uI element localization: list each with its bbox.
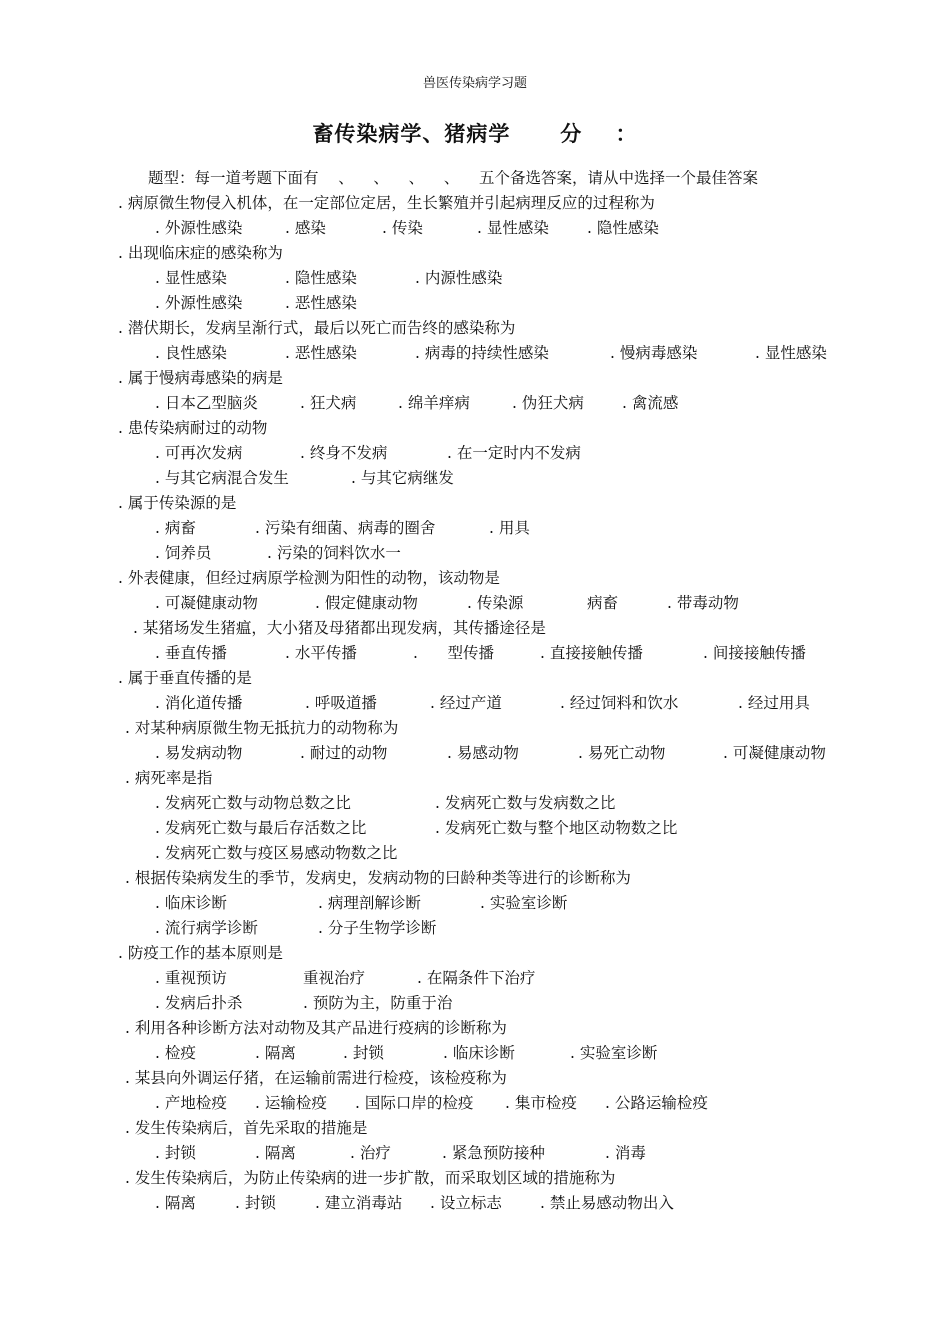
answer-option: . 发病后扑杀 bbox=[155, 994, 243, 1012]
answer-option: . 可凝健康动物 bbox=[155, 594, 258, 612]
answer-option: . 显性感染 bbox=[477, 219, 549, 237]
answer-option: . 设立标志 bbox=[430, 1194, 502, 1212]
answer-option: . 传染源 bbox=[467, 594, 524, 612]
answer-option: . 消毒 bbox=[605, 1144, 646, 1162]
answer-option: . 带毒动物 bbox=[667, 594, 739, 612]
answer-option: . 与其它病继发 bbox=[351, 469, 454, 487]
question-stem: . 外表健康，但经过病原学检测为阳性的动物，该动物是 bbox=[118, 569, 500, 587]
question-stem: . 利用各种诊断方法对动物及其产品进行疫病的诊断称为 bbox=[125, 1019, 507, 1037]
page-header: 兽医传染病学习题 bbox=[422, 76, 527, 91]
answer-option: . 流行病学诊断 bbox=[155, 919, 258, 937]
answer-option: . 经过产道 bbox=[430, 694, 502, 712]
answer-option: . 建立消毒站 bbox=[315, 1194, 403, 1212]
instruction-text: 题型：每一道考题下面有 、 、 、 、 五个备选答案，请从中选择一个最佳答案 bbox=[148, 169, 759, 187]
answer-option: . 隐性感染 bbox=[587, 219, 659, 237]
answer-option: . 显性感染 bbox=[155, 269, 227, 287]
answer-option: . 发病死亡数与疫区易感动物数之比 bbox=[155, 844, 398, 862]
answer-option: . 在隔条件下治疗 bbox=[417, 969, 536, 987]
question-stem: . 患传染病耐过的动物 bbox=[118, 419, 268, 437]
answer-option: . 绵羊痒病 bbox=[398, 394, 470, 412]
question-stem: . 某县向外调运仔猪，在运输前需进行检疫，该检疫称为 bbox=[125, 1069, 507, 1087]
answer-option: . 隔离 bbox=[255, 1144, 296, 1162]
answer-option: . 传染 bbox=[382, 219, 423, 237]
question-stem: . 防疫工作的基本原则是 bbox=[118, 944, 283, 962]
answer-option: . 假定健康动物 bbox=[315, 594, 418, 612]
answer-option: . 运输检疫 bbox=[255, 1094, 327, 1112]
answer-option: . 发病死亡数与整个地区动物数之比 bbox=[435, 819, 678, 837]
answer-option: . 日本乙型脑炎 bbox=[155, 394, 258, 412]
answer-option: . 用具 bbox=[489, 519, 530, 537]
answer-option: . 禽流感 bbox=[622, 394, 679, 412]
answer-option: . 污染的饲料饮水一 bbox=[267, 544, 401, 562]
answer-option: . 恶性感染 bbox=[285, 294, 357, 312]
question-stem: . 发生传染病后，为防止传染病的进一步扩散，而采取划区域的措施称为 bbox=[125, 1169, 616, 1187]
answer-option: . 病毒的持续性感染 bbox=[415, 344, 549, 362]
answer-option: . 直接接触传播 bbox=[540, 644, 643, 662]
answer-option: . 产地检疫 bbox=[155, 1094, 227, 1112]
answer-option: . 禁止易感动物出入 bbox=[540, 1194, 674, 1212]
answer-option: . 狂犬病 bbox=[300, 394, 357, 412]
answer-option: . 外源性感染 bbox=[155, 294, 243, 312]
answer-option: . 终身不发病 bbox=[300, 444, 388, 462]
answer-option: . 紧急预防接种 bbox=[442, 1144, 545, 1162]
question-stem: . 对某种病原微生物无抵抗力的动物称为 bbox=[125, 719, 399, 737]
answer-option: . 预防为主，防重于治 bbox=[303, 994, 453, 1012]
question-stem: . 属于传染源的是 bbox=[118, 494, 237, 512]
answer-option: . 显性感染 bbox=[755, 344, 827, 362]
answer-option: . 经过饲料和饮水 bbox=[560, 694, 679, 712]
answer-option: . 恶性感染 bbox=[285, 344, 357, 362]
answer-option: . 耐过的动物 bbox=[300, 744, 388, 762]
answer-option: . 饲养员 bbox=[155, 544, 212, 562]
answer-option: . 呼吸道播 bbox=[305, 694, 377, 712]
answer-option: . 可再次发病 bbox=[155, 444, 243, 462]
answer-option: . 集市检疫 bbox=[505, 1094, 577, 1112]
answer-option: . 外源性感染 bbox=[155, 219, 243, 237]
answer-option: . 水平传播 bbox=[285, 644, 357, 662]
answer-option: . 病畜 bbox=[155, 519, 196, 537]
answer-option: . 封锁 bbox=[155, 1144, 196, 1162]
question-stem: . 发生传染病后，首先采取的措施是 bbox=[125, 1119, 368, 1137]
answer-option: . 垂直传播 bbox=[155, 644, 227, 662]
answer-option: 病畜 bbox=[587, 594, 619, 612]
answer-option: . 临床诊断 bbox=[155, 894, 227, 912]
answer-option: . 间接接触传播 bbox=[703, 644, 806, 662]
answer-option: . 型传播 bbox=[413, 644, 494, 662]
answer-option: . 伪狂犬病 bbox=[512, 394, 584, 412]
answer-option: . 治疗 bbox=[350, 1144, 391, 1162]
answer-option: . 重视预访 bbox=[155, 969, 227, 987]
question-stem: . 属于垂直传播的是 bbox=[118, 669, 252, 687]
answer-option: . 发病死亡数与发病数之比 bbox=[435, 794, 616, 812]
question-stem: . 属于慢病毒感染的病是 bbox=[118, 369, 283, 387]
answer-option: . 与其它病混合发生 bbox=[155, 469, 289, 487]
answer-option: . 易感动物 bbox=[447, 744, 519, 762]
answer-option: . 慢病毒感染 bbox=[610, 344, 698, 362]
answer-option: . 隔离 bbox=[255, 1044, 296, 1062]
answer-option: . 隔离 bbox=[155, 1194, 196, 1212]
answer-option: . 易发病动物 bbox=[155, 744, 243, 762]
question-stem: . 某猪场发生猪瘟，大小猪及母猪都出现发病，其传播途径是 bbox=[133, 619, 546, 637]
answer-option: . 在一定时内不发病 bbox=[447, 444, 581, 462]
question-stem: . 出现临床症的感染称为 bbox=[118, 244, 283, 262]
answer-option: . 消化道传播 bbox=[155, 694, 243, 712]
answer-option: . 封锁 bbox=[343, 1044, 384, 1062]
answer-option: . 病理剖解诊断 bbox=[318, 894, 421, 912]
answer-option: . 临床诊断 bbox=[443, 1044, 515, 1062]
answer-option: . 内源性感染 bbox=[415, 269, 503, 287]
answer-option: . 经过用具 bbox=[738, 694, 810, 712]
question-stem: . 病死率是指 bbox=[125, 769, 213, 787]
answer-option: . 实验室诊断 bbox=[570, 1044, 658, 1062]
answer-option: 重视治疗 bbox=[303, 969, 366, 987]
question-stem: . 病原微生物侵入机体，在一定部位定居，生长繁殖并引起病理反应的过程称为 bbox=[118, 194, 655, 212]
answer-option: . 易死亡动物 bbox=[578, 744, 666, 762]
document-title: 畜传染病学、猪病学 分 ： bbox=[312, 121, 638, 146]
answer-option: . 可凝健康动物 bbox=[723, 744, 826, 762]
answer-option: . 发病死亡数与最后存活数之比 bbox=[155, 819, 367, 837]
answer-option: . 封锁 bbox=[235, 1194, 276, 1212]
answer-option: . 国际口岸的检疫 bbox=[355, 1094, 474, 1112]
answer-option: . 发病死亡数与动物总数之比 bbox=[155, 794, 351, 812]
answer-option: . 分子生物学诊断 bbox=[318, 919, 437, 937]
answer-option: . 隐性感染 bbox=[285, 269, 357, 287]
answer-option: . 公路运输检疫 bbox=[605, 1094, 708, 1112]
answer-option: . 实验室诊断 bbox=[480, 894, 568, 912]
question-stem: . 潜伏期长，发病呈渐行式，最后以死亡而告终的感染称为 bbox=[118, 319, 516, 337]
question-stem: . 根据传染病发生的季节，发病史，发病动物的曰龄种类等进行的诊断称为 bbox=[125, 869, 631, 887]
answer-option: . 感染 bbox=[285, 219, 326, 237]
answer-option: . 良性感染 bbox=[155, 344, 227, 362]
answer-option: . 污染有细菌、病毒的圈舍 bbox=[255, 519, 436, 537]
answer-option: . 检疫 bbox=[155, 1044, 196, 1062]
